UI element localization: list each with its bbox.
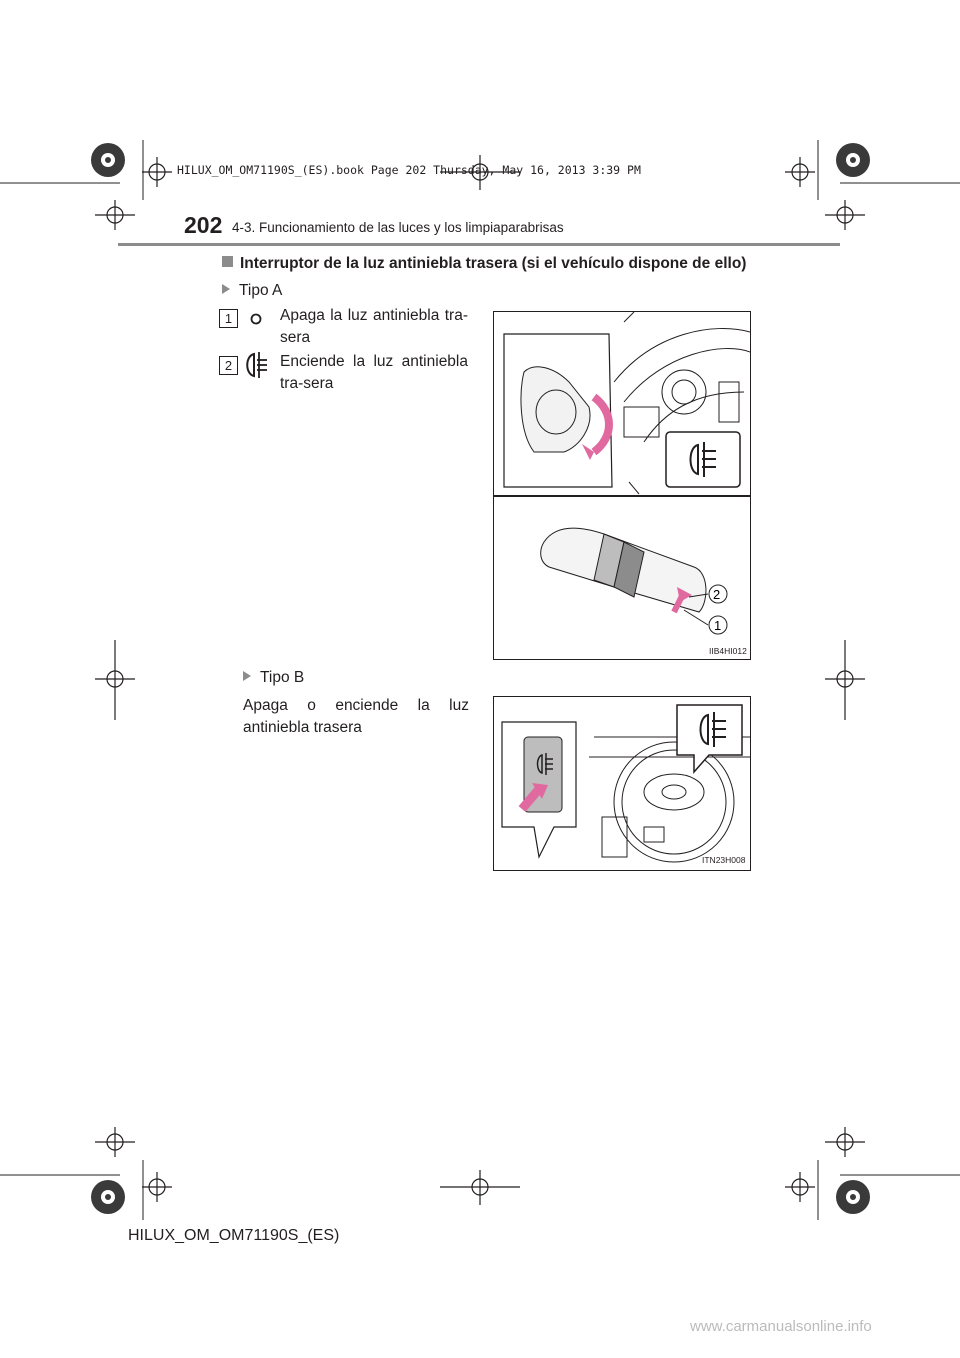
item-2-text: Enciende la luz antiniebla tra-sera [280, 353, 468, 392]
type-b-description: Apaga o enciende la luz antiniebla trasera [243, 697, 469, 736]
figure-type-b-illustration [494, 697, 750, 870]
type-b-label [243, 669, 304, 687]
square-bullet-icon [222, 256, 233, 267]
footer-model: HILUX_OM_OM71190S_(ES) [128, 1227, 340, 1244]
item-number-1: 1 [219, 309, 238, 328]
section-title: 4-3. Funcionamiento de las luces y los limpiaparabrisas [232, 220, 564, 235]
callout-1: 1 [714, 618, 722, 633]
figure-type-b [493, 696, 751, 871]
item-number-2: 2 [219, 356, 238, 375]
figure-type-a [493, 311, 751, 660]
type-a-text: Tipo A [239, 282, 283, 299]
watermark: www.carmanualsonline.info [690, 1318, 872, 1335]
section-heading [222, 255, 746, 273]
page-number: 202 [184, 212, 223, 238]
triangle-bullet-icon [243, 671, 251, 681]
figure-a-code: IIB4HI012 [709, 646, 747, 656]
callout-2: 2 [713, 587, 721, 602]
book-info-header: HILUX_OM_OM71190S_(ES).book Page 202 Thursday, May 16, 2013 3:39 PM [177, 163, 641, 177]
off-symbol-icon [248, 311, 264, 327]
triangle-bullet-icon [222, 284, 230, 294]
type-b-text: Tipo B [260, 669, 305, 686]
figure-b-code: ITN23H008 [702, 855, 746, 865]
rear-fog-light-icon [241, 350, 271, 380]
heading-text: Interruptor de la luz antiniebla trasera (si el vehículo dispone de ello) [240, 255, 747, 272]
figure-type-a-illustration [494, 312, 750, 659]
header-rule [118, 243, 840, 246]
item-1-text: Apaga la luz antiniebla tra-sera [280, 307, 468, 346]
type-a-label [222, 282, 282, 300]
